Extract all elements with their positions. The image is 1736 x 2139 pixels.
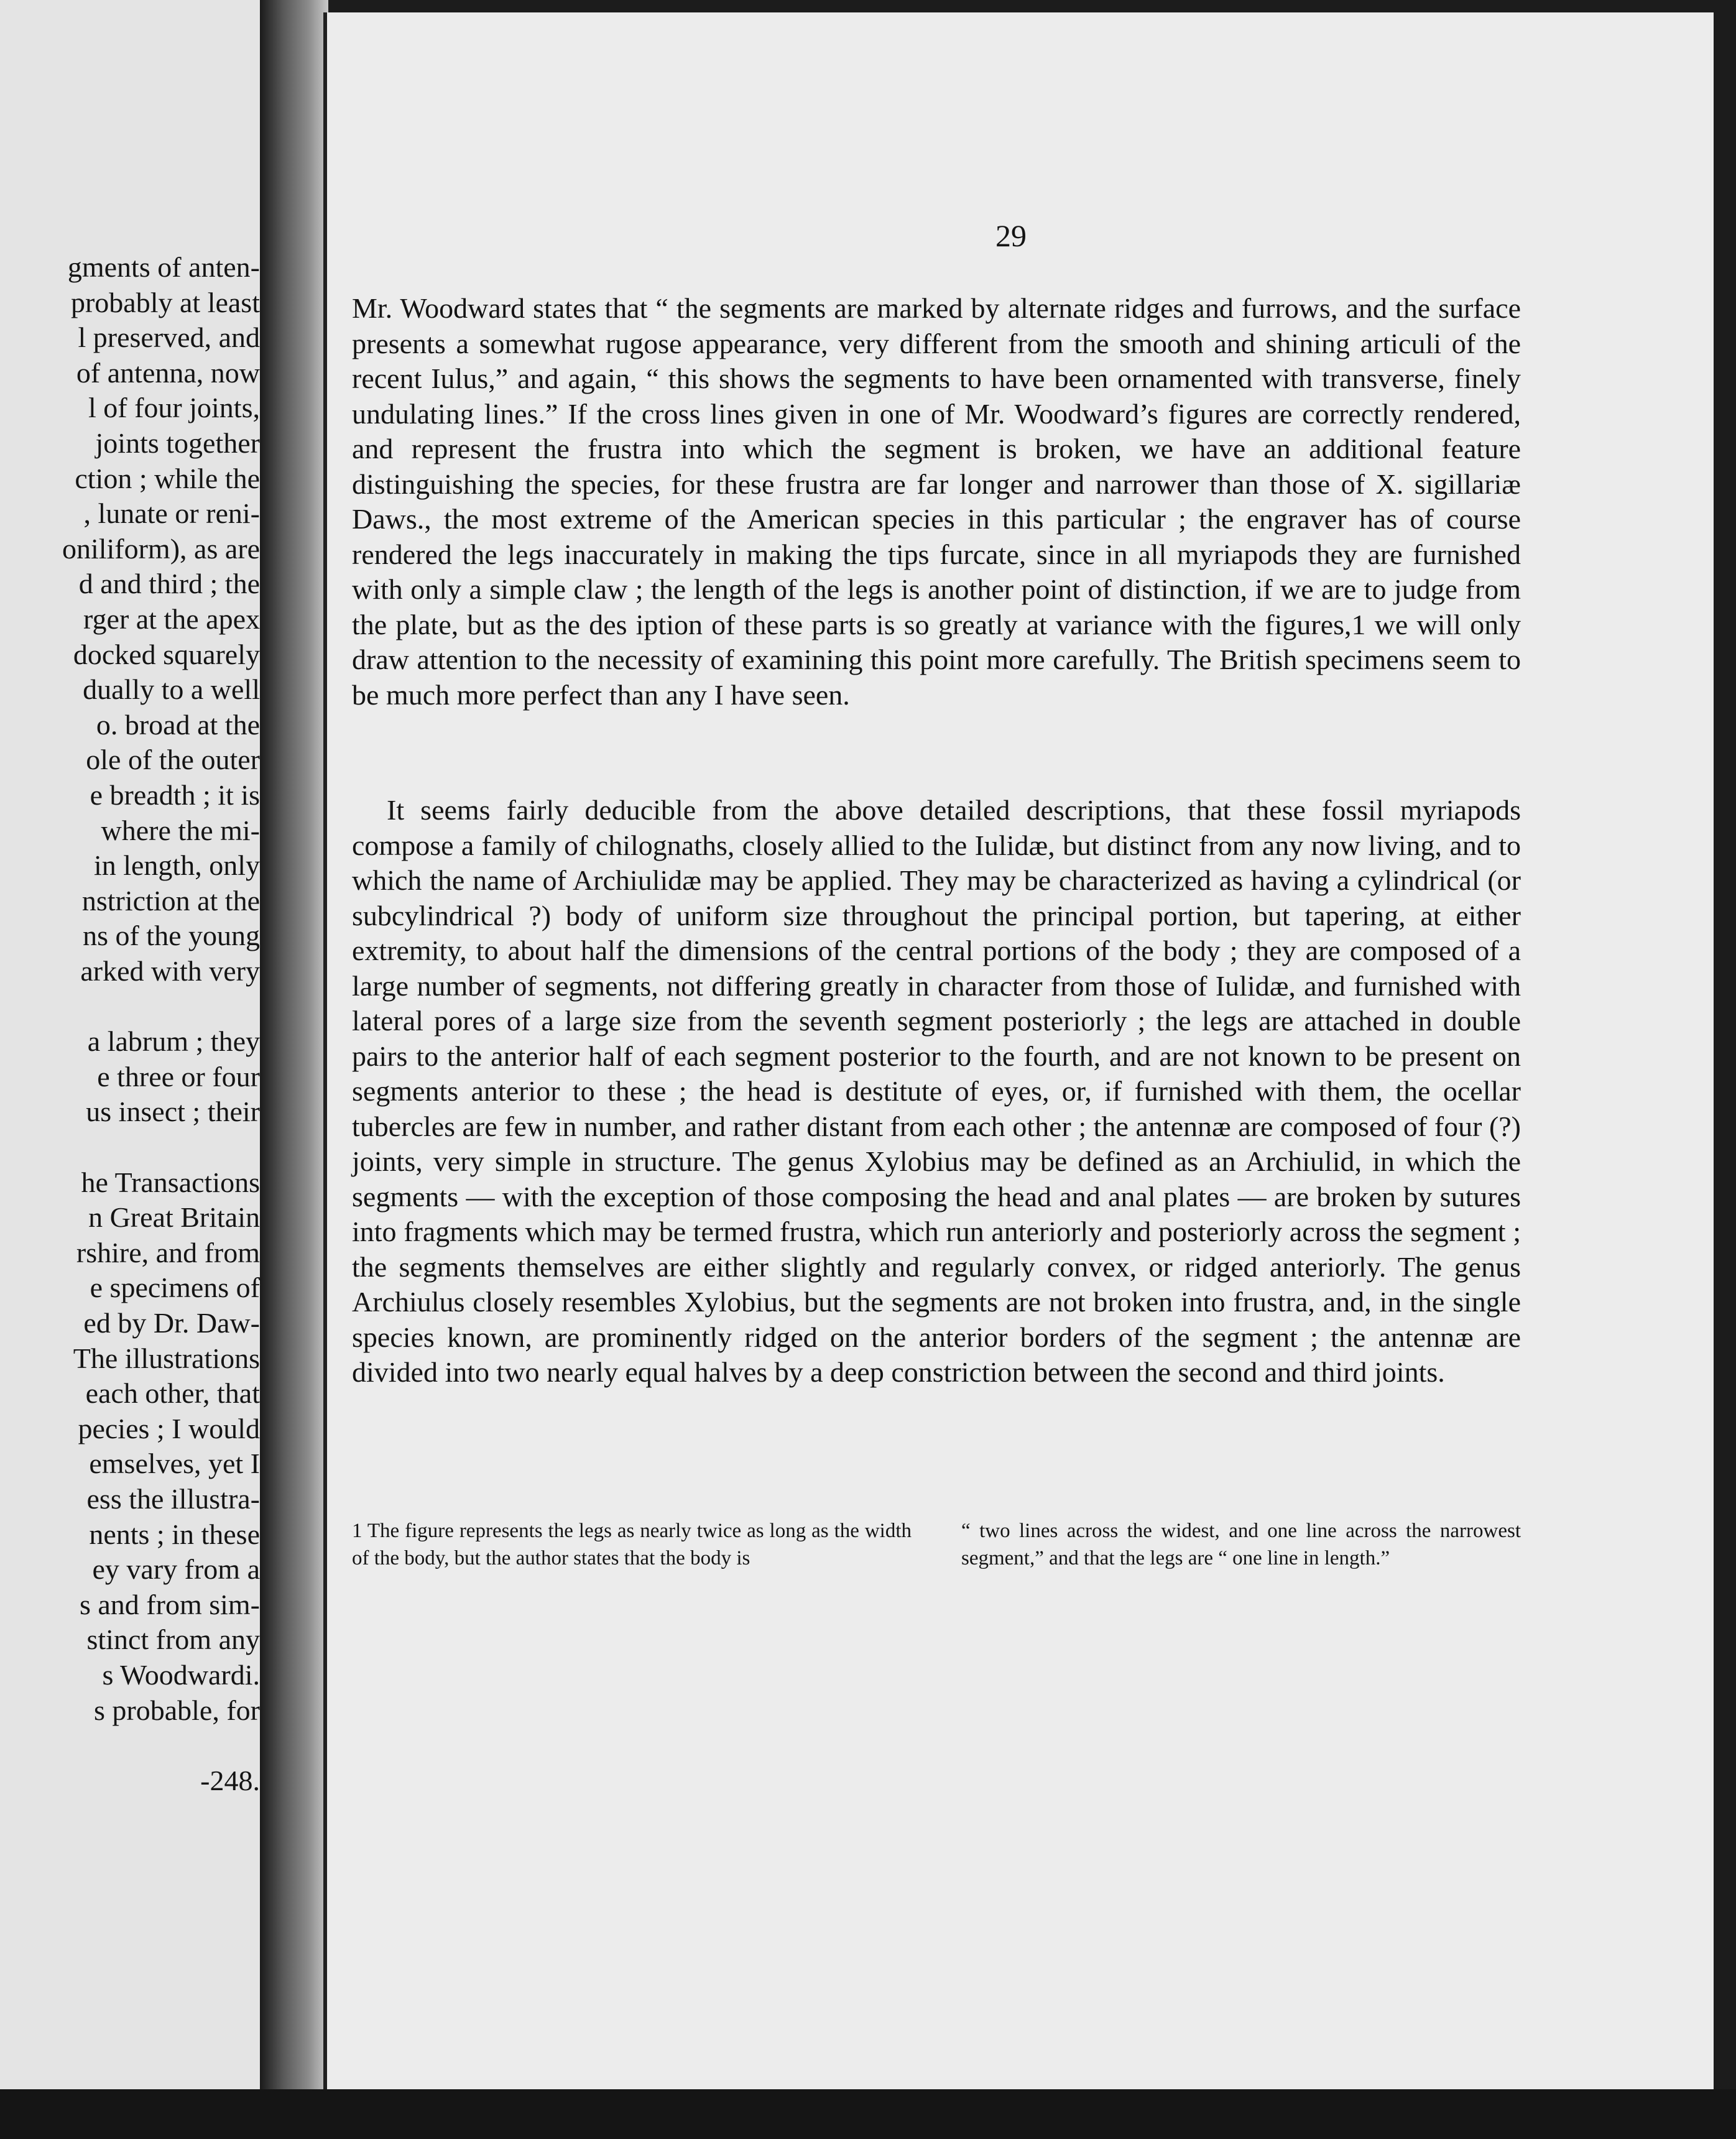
facing-page-line: n Great Britain	[88, 1201, 260, 1234]
facing-page-line: -248.	[200, 1764, 260, 1796]
facing-page-line: in length, only	[93, 849, 260, 882]
facing-page-line: he Transactions	[81, 1166, 260, 1198]
page-number: 29	[995, 218, 1027, 253]
facing-page-line: , lunate or reni-	[83, 497, 260, 530]
facing-page-line: ns of the young	[83, 920, 260, 952]
facing-page-line: probably at least	[70, 286, 260, 318]
book-gutter	[260, 0, 328, 2102]
facing-page-line: dually to a well	[83, 673, 260, 706]
facing-page-line: ole of the outer	[86, 744, 260, 776]
facing-page-fragment	[0, 0, 260, 2089]
facing-page-line: where the mi-	[101, 814, 260, 846]
facing-page-line: emselves, yet I	[89, 1448, 260, 1480]
footnote-column-1: 1 The figure represents the legs as nearly twice as long as the width of the body, but the author states that the body is	[352, 1520, 912, 1569]
facing-page-line: e specimens of	[90, 1272, 260, 1304]
footnote	[352, 1517, 1521, 1572]
facing-page-line: ction ; while the	[75, 462, 260, 494]
facing-page-line: ey vary from a	[92, 1553, 260, 1586]
facing-page-line: pecies ; I would	[78, 1412, 260, 1444]
paragraph-2	[352, 793, 1521, 1390]
facing-page-line: d and third ; the	[78, 568, 260, 600]
footnote-column-2: “ two lines across the widest, and one line across the narrowest segment,” and that the legs are “ one line in length.”	[961, 1520, 1521, 1569]
facing-page-line: e three or four	[97, 1060, 260, 1093]
facing-page-line: nstriction at the	[81, 884, 260, 917]
facing-page-line: oniliform), as are	[62, 532, 260, 565]
facing-page-line: gments of anten-	[67, 251, 260, 283]
facing-page-line: l of four joints,	[88, 392, 260, 424]
facing-page-line: of antenna, now	[76, 356, 260, 389]
facing-page-line: a labrum ; they	[87, 1025, 260, 1058]
facing-page-line: l preserved, and	[78, 321, 260, 354]
paragraph-2-text: It seems fairly deducible from the above detailed descriptions, that these fossil myriapods compose a family of chilognaths, closely allied to the Iulidæ, but distinct from any now living, and to which the name of Archiulidæ may be applied. They may be characterized as having a cylindrical (or subcylindrical ?) body of uniform size throughout the principal portion, but tapering, at either extremity, to about half the dimensions of the central portions of the body ; they are composed of a large number of segments, not differing greatly in character from those of Iulidæ, and furnished with lateral pores of a large size from the seventh segment posteriorly ; the legs are attached in double pairs to the anterior half of each segment posterior to the fourth, and are not known to be present on segments anterior to these ; the head is destitute of eyes, or, if furnished with them, the ocellar tubercles are few in number, and rather distant from each other ; the antennæ are composed of four (?) joints, very simple in structure. The genus Xylobius may be defined as an Archiulid, in which the segments — with the exception of those composing the head and anal plates — are broken by sutures into fragments which may be termed frustra, which run anteriorly and posteriorly across the segment ; the segments themselves are either slightly and regularly convex, or ridged anteriorly. The genus Archiulus closely resembles Xylobius, but the segments are not broken into frustra, and, in the single species known, are prominently ridged on the anterior borders of the segment ; the antennæ are divided into two nearly equal halves by a deep constriction between the second and third joints.	[352, 794, 1521, 1388]
facing-page-line: s and from sim-	[79, 1588, 260, 1620]
facing-page-line: s Woodwardi.	[102, 1659, 260, 1691]
facing-page-line: arked with very	[80, 955, 260, 987]
book-page	[323, 12, 1714, 2089]
paragraph-1	[352, 291, 1521, 713]
facing-page-line: joints together	[95, 427, 260, 459]
facing-page-line: o. broad at the	[96, 708, 260, 741]
facing-page-line: us insect ; their	[86, 1096, 260, 1128]
facing-page-line: The illustrations	[73, 1342, 260, 1374]
facing-page-line: stinct from any	[86, 1624, 260, 1656]
facing-page-line: ess the illustra-	[86, 1483, 260, 1515]
facing-page-line: each other, that	[85, 1377, 260, 1410]
facing-page-line: rshire, and from	[76, 1236, 260, 1268]
facing-page-line: e breadth ; it is	[90, 779, 260, 811]
facing-page-line: ed by Dr. Daw-	[83, 1307, 260, 1339]
facing-page-line: rger at the apex	[83, 603, 260, 635]
paragraph-1-text: Mr. Woodward states that “ the segments are marked by alternate ridges and furrows, and the surface presents a somewhat rugose appearance, very different from the smooth and shining articuli of the recent Iulus,” and again, “ this shows the segments to have been ornamented with transverse, finely undulating lines.” If the cross lines given in one of Mr. Woodward’s figures are correctly rendered, and represent the frustra into which the segment is broken, we have an additional feature distinguishing the species, for these frustra are far longer and narrower than those of X. sigillariæ Daws., the most extreme of the American species in this particular ; the engraver has of course rendered the legs inaccurately in making the tips furcate, since in all myriapods they are furnished with only a simple claw ; the length of the legs is another point of distinction, if we are to judge from the plate, but as the des iption of these parts is so greatly at variance with the figures,1 we will only draw attention to the necessity of examining this point more carefully. The British specimens seem to be much more perfect than any I have seen.	[352, 292, 1521, 711]
facing-page-line: docked squarely	[73, 638, 260, 670]
facing-page-line: s probable, for	[94, 1694, 260, 1726]
facing-page-line: nents ; in these	[89, 1518, 260, 1550]
scan-border	[0, 2089, 1736, 2139]
